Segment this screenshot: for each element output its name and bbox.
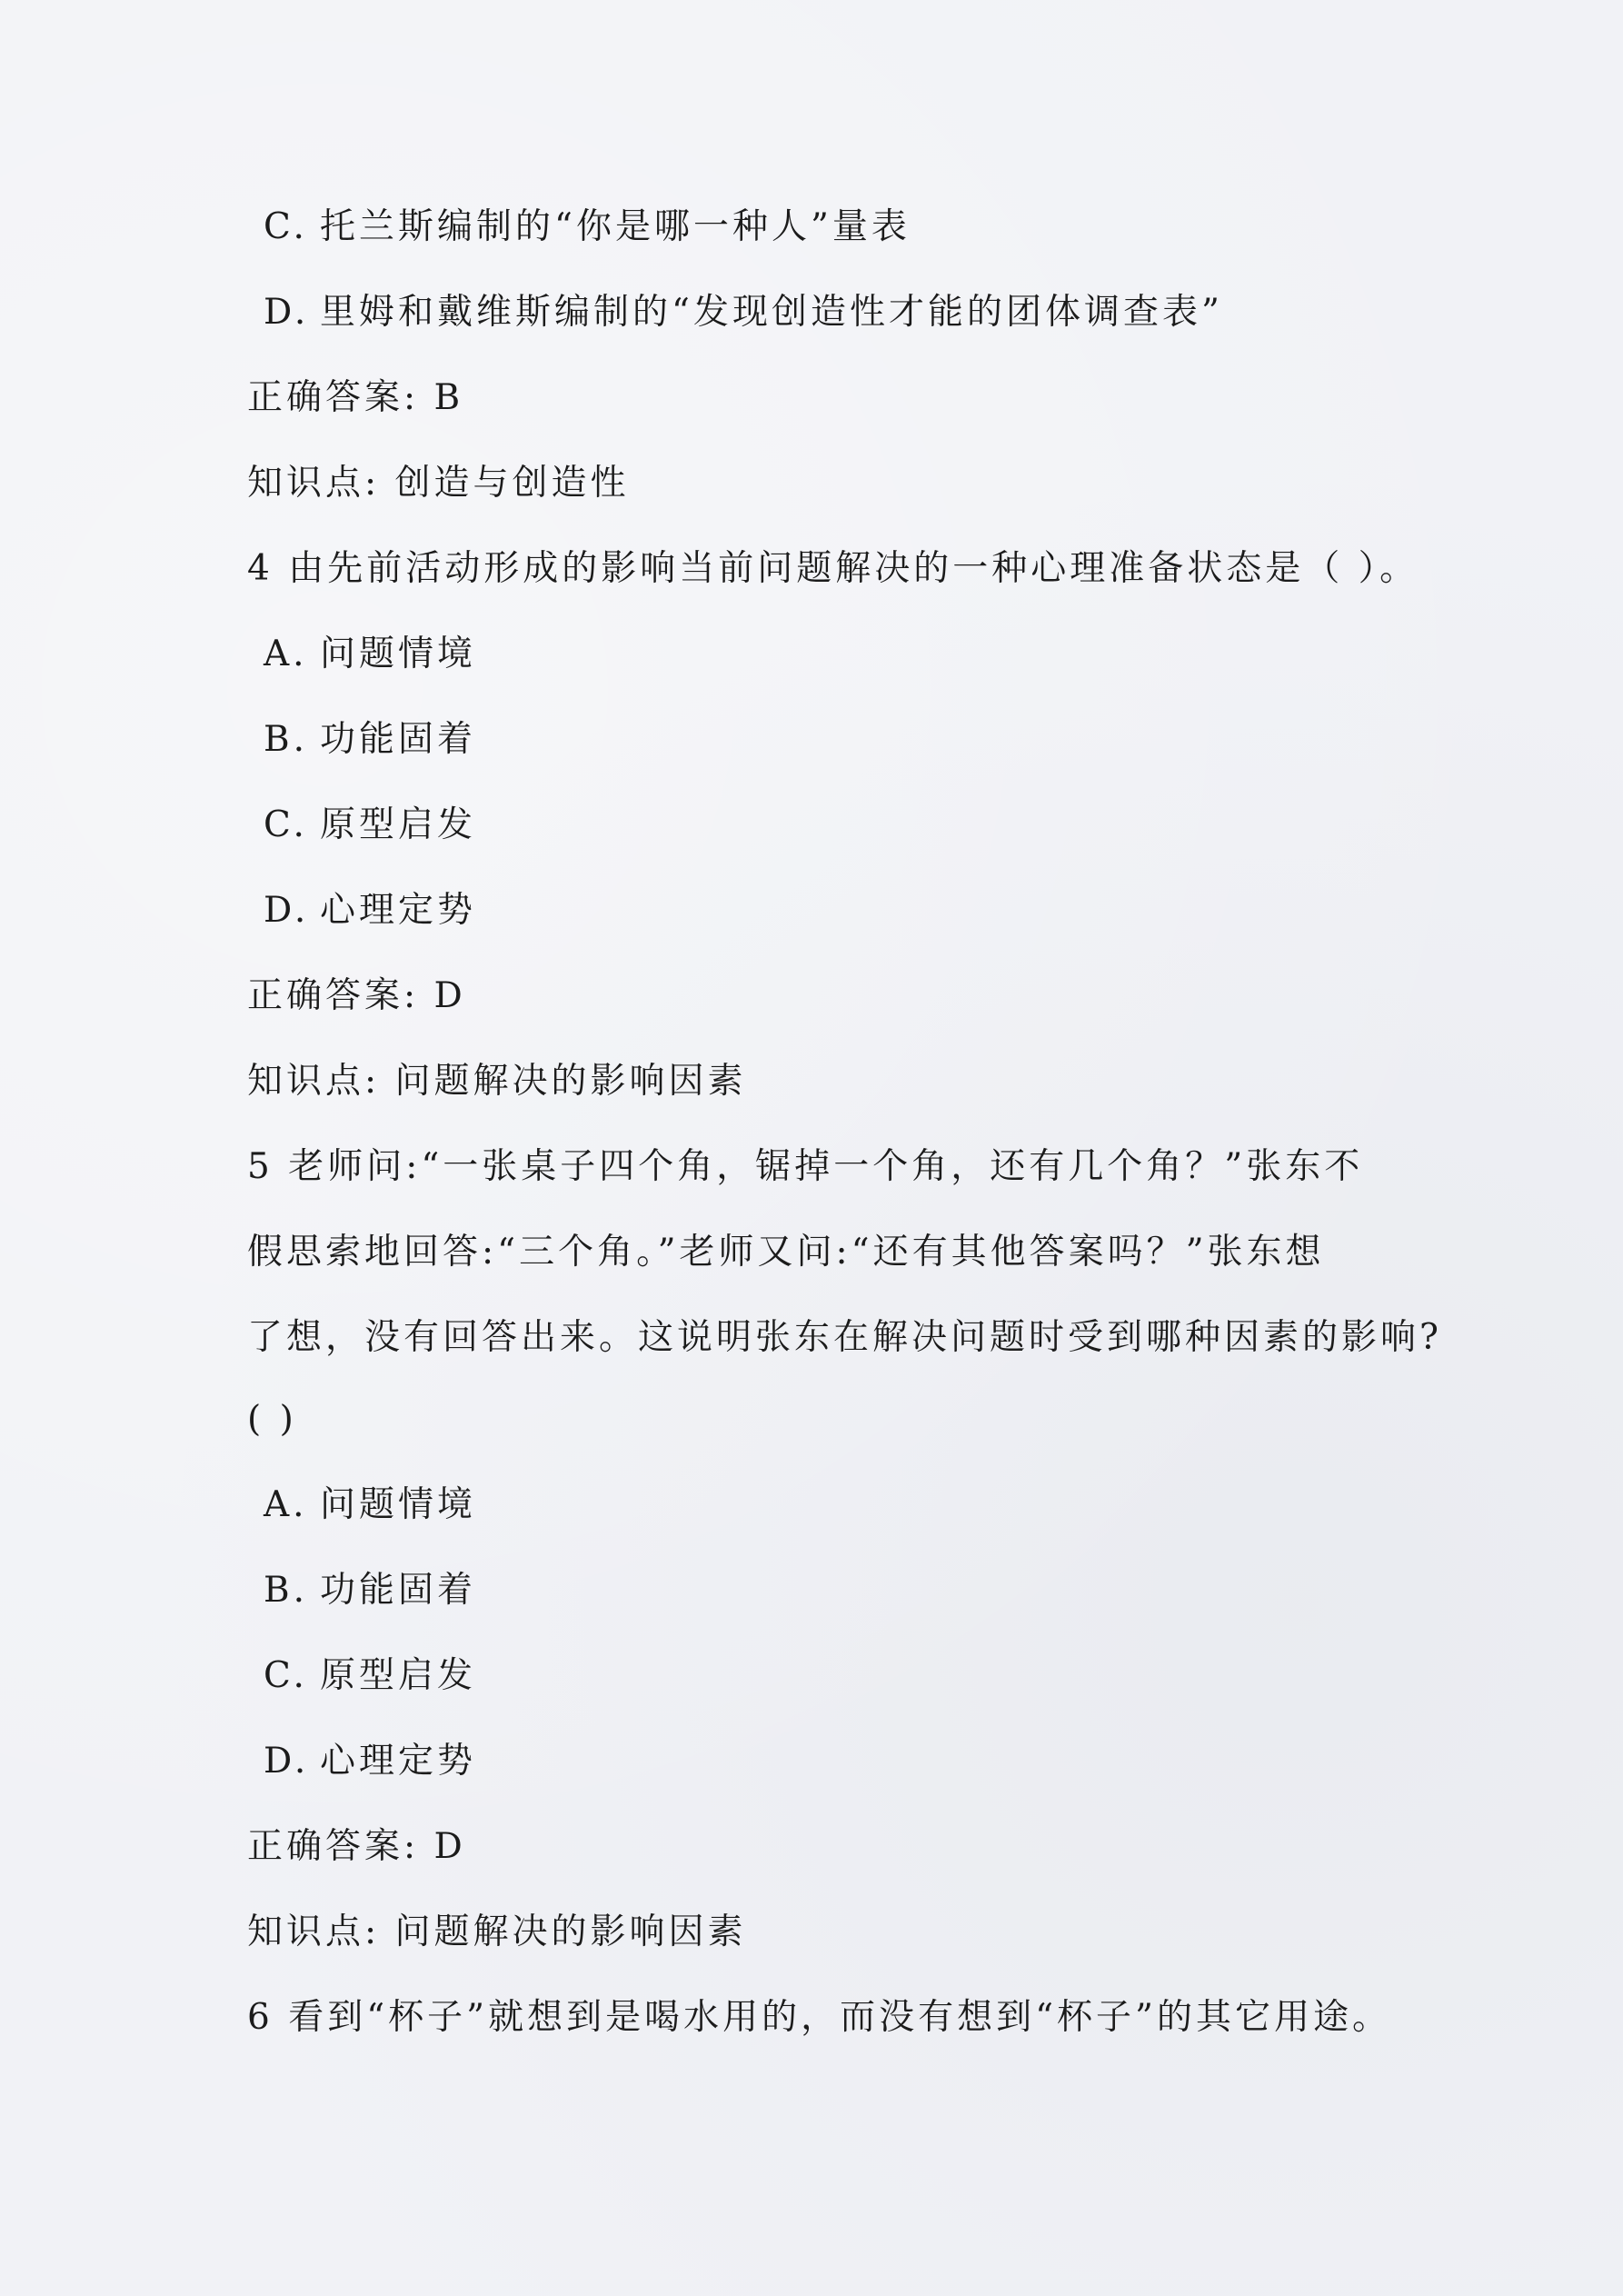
q4-answer: 正确答案: D bbox=[247, 975, 466, 1016]
q5-option-a bbox=[264, 1483, 476, 1527]
q5-option-c bbox=[264, 1654, 476, 1698]
q5-option-d bbox=[264, 1740, 476, 1783]
q3-knowledge-point: 知识点: 创造与创造性 bbox=[247, 463, 630, 504]
option-text: 原型启发 bbox=[320, 1655, 477, 1696]
q5-answer: 正确答案: D bbox=[247, 1826, 466, 1867]
option-text: 原型启发 bbox=[320, 804, 477, 845]
q3-option-d bbox=[264, 291, 1223, 334]
option-text: 功能固着 bbox=[320, 719, 477, 760]
option-letter: C. bbox=[264, 804, 308, 845]
q4-option-a bbox=[264, 633, 476, 676]
option-text: 问题情境 bbox=[320, 1484, 477, 1525]
q6-stem: 6 看到“杯子”就想到是喝水用的，而没有想到“杯子”的其它用途。 bbox=[247, 1997, 1391, 2038]
option-letter: D. bbox=[264, 890, 310, 931]
option-text: 托兰斯编制的“你是哪一种人”量表 bbox=[320, 206, 911, 247]
option-letter: B. bbox=[264, 1570, 309, 1611]
q5-stem-line-4: ( ) bbox=[247, 1399, 297, 1440]
q5-stem-line-3: 了想，没有回答出来。这说明张东在解决问题时受到哪种因素的影响? bbox=[247, 1317, 1442, 1358]
option-text: 心理定势 bbox=[320, 890, 477, 931]
q3-answer: 正确答案: B bbox=[247, 377, 464, 418]
option-letter: A. bbox=[264, 634, 308, 674]
q5-knowledge-point: 知识点: 问题解决的影响因素 bbox=[247, 1912, 747, 1952]
q4-option-d bbox=[264, 889, 476, 933]
option-letter: A. bbox=[264, 1484, 308, 1525]
option-letter: D. bbox=[264, 292, 310, 333]
q4-stem: 4 由先前活动形成的影响当前问题解决的一种心理准备状态是（ ）。 bbox=[247, 548, 1419, 589]
q5-stem-line-2: 假思索地回答:“三个角。”老师又问:“还有其他答案吗？”张东想 bbox=[247, 1232, 1325, 1273]
q4-option-c bbox=[264, 804, 476, 847]
option-letter: C. bbox=[264, 1655, 308, 1696]
option-text: 心理定势 bbox=[320, 1741, 477, 1782]
q5-stem-line-1: 5 老师问:“一张桌子四个角，锯掉一个角，还有几个角？”张东不 bbox=[247, 1146, 1364, 1187]
option-text: 里姆和戴维斯编制的“发现创造性才能的团体调查表” bbox=[320, 292, 1223, 333]
q4-knowledge-point: 知识点: 问题解决的影响因素 bbox=[247, 1061, 747, 1102]
q4-option-b bbox=[264, 718, 476, 762]
option-letter: B. bbox=[264, 719, 309, 760]
option-text: 功能固着 bbox=[320, 1570, 477, 1611]
q3-option-c bbox=[264, 205, 911, 249]
option-letter: D. bbox=[264, 1741, 310, 1782]
option-letter: C. bbox=[264, 206, 308, 247]
option-text: 问题情境 bbox=[320, 634, 477, 674]
q5-option-b bbox=[264, 1569, 476, 1612]
